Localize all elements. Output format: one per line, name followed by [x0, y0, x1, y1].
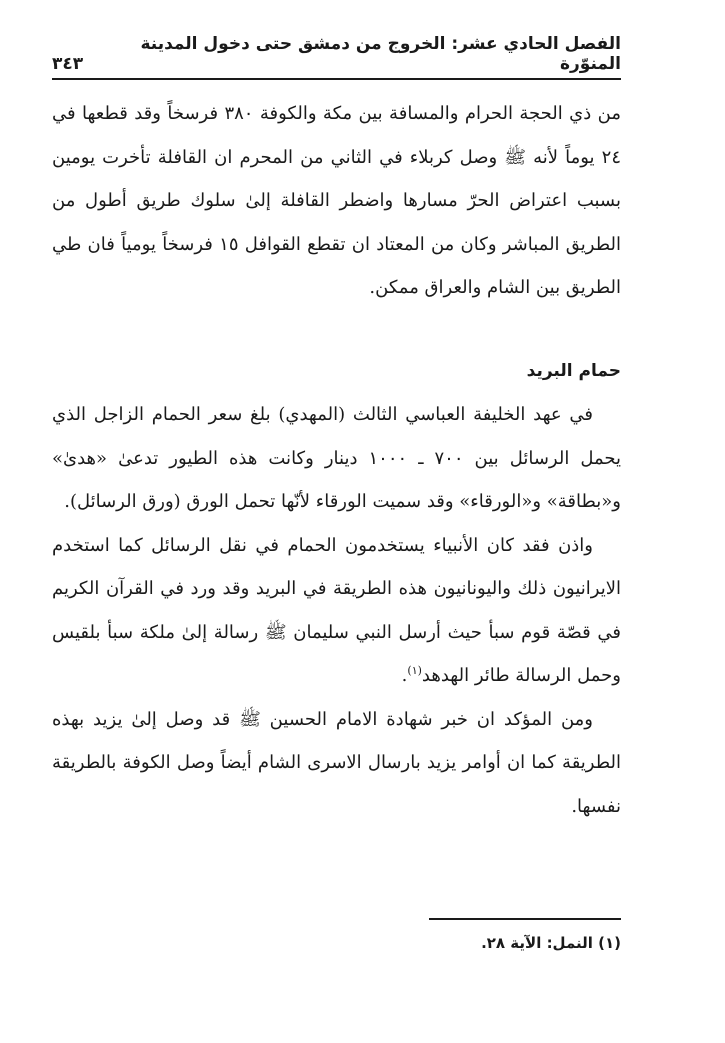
footnote: (١) النمل: الآية ٢٨. [481, 934, 621, 952]
footnote-divider [429, 918, 621, 920]
chapter-title: الفصل الحادي عشر: الخروج من دمشق حتى دخول المدينة المنوّرة [140, 34, 621, 74]
running-header [52, 34, 621, 74]
footnote-reference: (١) [407, 664, 422, 677]
paragraph-1: من ذي الحجة الحرام والمسافة بين مكة والكوفة ٣٨٠ فرسخاً وقد قطعها في ٢٤ يوماً لأنه ﷺ وصل كربلاء في الثاني من المحرم ان القافلة تأخرت يومين بسبب اعتراض الحرّ مسارها واضطر القافلة إلىٰ سلوك طريق أطول من الطريق المباشر وكان من المعتاد ان تقطع القوافل ١٥ فرسخاً يومياً فان طي الطريق بين الشام والعراق ممكن. [52, 103, 621, 298]
paragraph-4: ومن المؤكد ان خبر شهادة الامام الحسين ﷺ قد وصل إلىٰ يزيد بهذه الطريقة كما ان أوامر يزيد بارسال الاسرى الشام أيضاً وصل الكوفة بالطريقة نفسها. [52, 708, 621, 817]
section-heading: حمام البريد [526, 360, 621, 381]
paragraph-3 [52, 524, 621, 698]
header-divider [52, 78, 621, 80]
body-text [52, 92, 621, 828]
paragraph-3-end: . [401, 665, 408, 686]
paragraph-2: في عهد الخليفة العباسي الثالث (المهدي) بلغ سعر الحمام الزاجل الذي يحمل الرسائل بين ٧٠٠ ـ ١٠٠٠ دينار وكانت هذه الطيور تدعىٰ «هدىٰ» و«بطاقة» و«الورقاء» وقد سميت الورقاء لأنّها تحمل الورق (ورق الرسائل). [52, 404, 622, 512]
paragraph-3-text: واذن فقد كان الأنبياء يستخدمون الحمام في نقل الرسائل كما استخدم الايرانيون ذلك واليونانيون هذه الطريقة في البريد وقد ورد في القرآن الكريم في قصّة قوم سبأ حيث أرسل النبي سليمان ﷺ رسالة إلىٰ ملكة سبأ بلقيس وحمل الرسالة طائر الهدهد [52, 534, 621, 686]
page-number: ٣٤٣ [52, 54, 84, 74]
